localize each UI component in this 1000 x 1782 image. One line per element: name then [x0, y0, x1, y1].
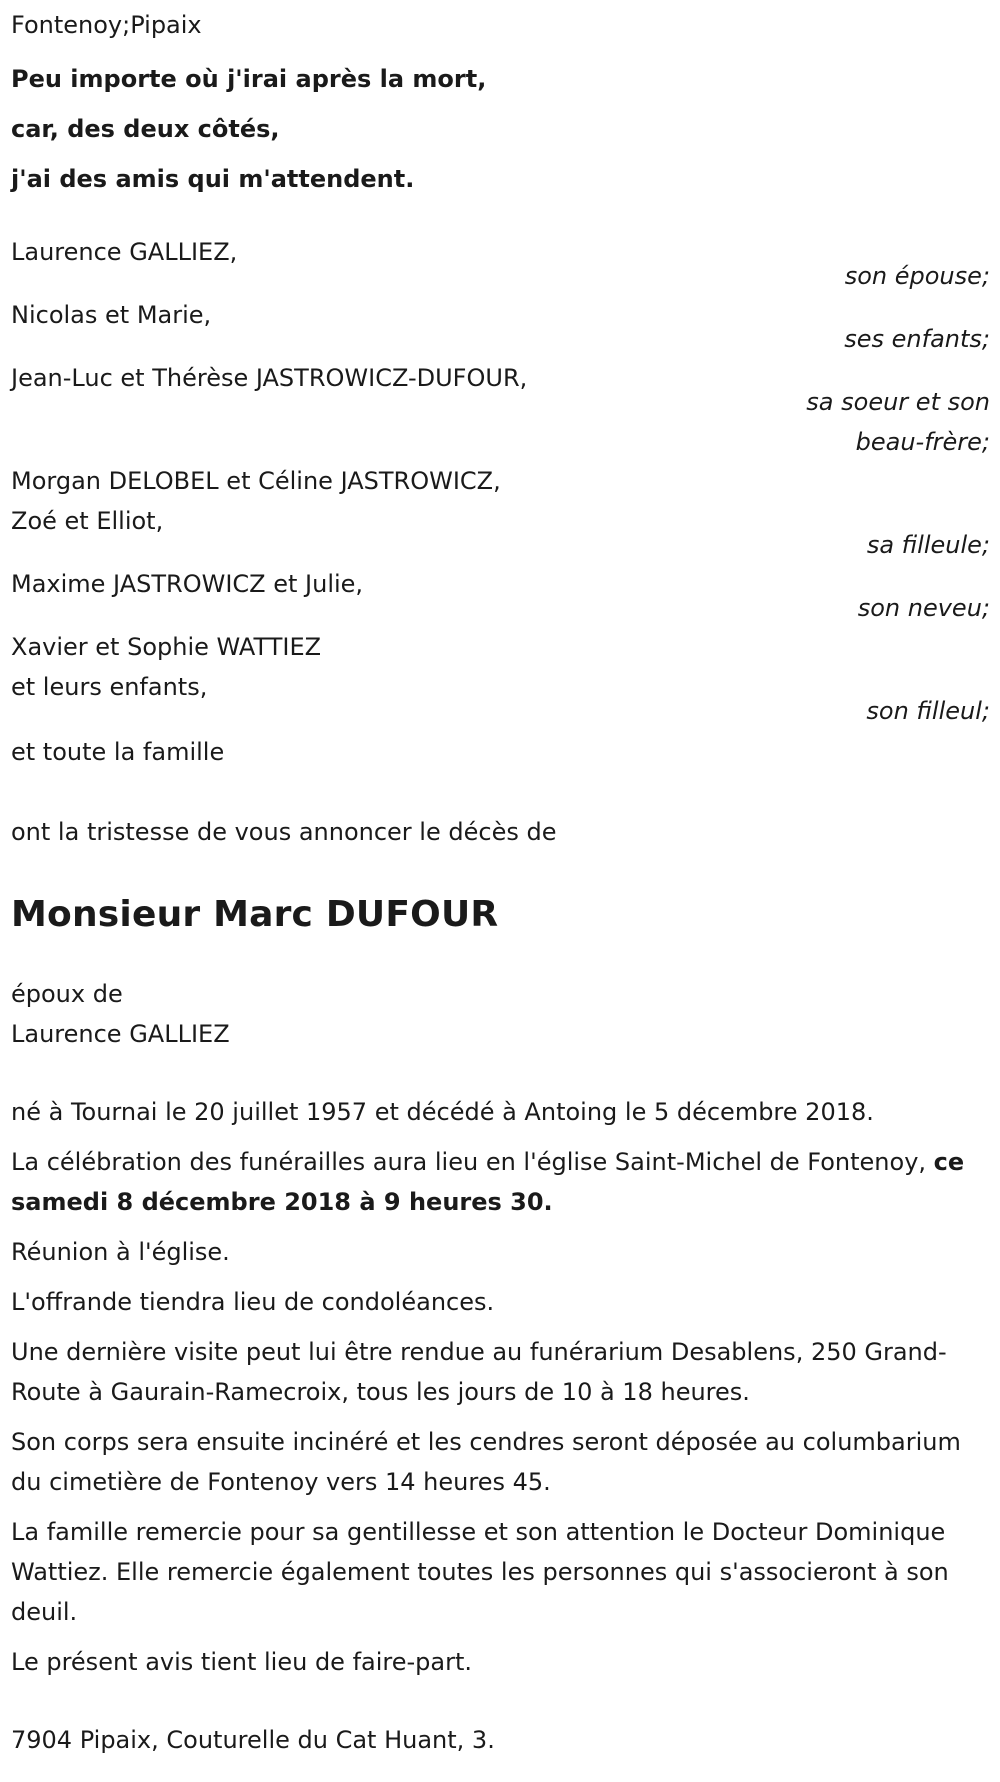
relation-text: son filleul;: [866, 697, 990, 725]
family-names: Jean-Luc et Thérèse JASTROWICZ-DUFOUR,: [11, 364, 528, 392]
relation-text: son épouse;: [844, 262, 990, 290]
funeral-location: La célébration des funérailles aura lieu en l'église Saint-Michel de Fontenoy,: [11, 1148, 934, 1176]
relation-text: sa soeur et son: [806, 388, 990, 416]
spouse-intro: époux de: [11, 980, 123, 1008]
family-entry: [11, 358, 990, 461]
quote-line: Peu importe où j'irai après la mort,: [11, 65, 487, 93]
family-names: et leurs enfants,: [11, 673, 208, 701]
notice-text: Le présent avis tient lieu de faire-part.: [11, 1648, 473, 1676]
quote-line: car, des deux côtés,: [11, 115, 280, 143]
family-names: Morgan DELOBEL et Céline JASTROWICZ,: [11, 467, 501, 495]
quote-block: [11, 54, 990, 204]
place-header: Fontenoy;Pipaix: [11, 11, 202, 39]
birth-death-text: né à Tournai le 20 juillet 1957 et décédé à Antoing le 5 décembre 2018.: [11, 1098, 874, 1126]
spouse-block: [11, 974, 990, 1054]
cremation-text: Son corps sera ensuite incinéré et les cendres seront déposée au columbarium du cimetière de Fontenoy vers 14 heures 45.: [11, 1428, 961, 1496]
relation-text: son neveu;: [857, 594, 990, 622]
final-family: et toute la famille: [11, 738, 225, 766]
family-entry: [11, 564, 990, 627]
family-names: Nicolas et Marie,: [11, 301, 212, 329]
announcement: ont la tristesse de vous annoncer le décès de: [11, 818, 557, 846]
family-list: [11, 232, 990, 730]
relation-text: sa filleule;: [866, 531, 990, 559]
quote-line: j'ai des amis qui m'attendent.: [11, 165, 415, 193]
family-entry: [11, 461, 990, 564]
visit-text: Une dernière visite peut lui être rendue au funérarium Desablens, 250 Grand-Route à Gaurain-Ramecroix, tous les jours de 10 à 18 heures.: [11, 1338, 947, 1406]
spouse-name: Laurence GALLIEZ: [11, 1020, 230, 1048]
family-entry: [11, 295, 990, 358]
funeral-text: [11, 1142, 990, 1222]
relation-text: ses enfants;: [844, 325, 990, 353]
family-names: Xavier et Sophie WATTIEZ: [11, 633, 322, 661]
meeting-text: Réunion à l'église.: [11, 1238, 230, 1266]
funeral-date: ce samedi 8 décembre 2018 à 9 heures 30.: [11, 1148, 965, 1216]
family-names: Laurence GALLIEZ,: [11, 238, 238, 266]
thanks-text: La famille remercie pour sa gentillesse et son attention le Docteur Dominique Wattiez. Elle remercie également toutes les personnes qui s'associeront à son deuil.: [11, 1518, 949, 1626]
relation-text: beau-frère;: [855, 428, 990, 456]
family-entry: [11, 232, 990, 295]
family-names: Zoé et Elliot,: [11, 507, 164, 535]
family-names: Maxime JASTROWICZ et Julie,: [11, 570, 364, 598]
address: 7904 Pipaix, Couturelle du Cat Huant, 3.: [11, 1726, 495, 1754]
family-entry: [11, 627, 990, 730]
deceased-name: Monsieur Marc DUFOUR: [11, 894, 499, 935]
offering-text: L'offrande tiendra lieu de condoléances.: [11, 1288, 495, 1316]
